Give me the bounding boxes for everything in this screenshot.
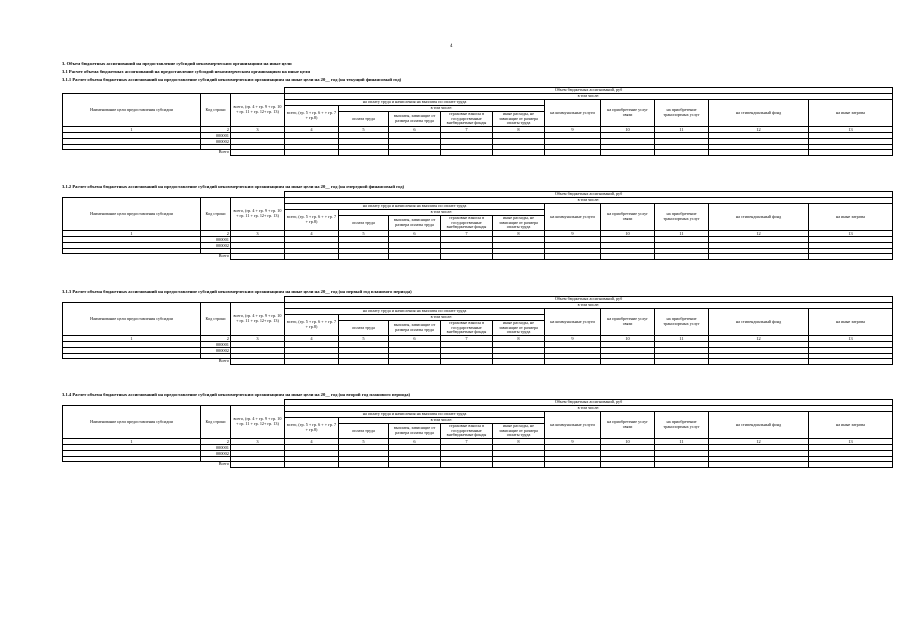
header-utilities: на коммунальные услуги <box>545 204 601 231</box>
column-number: 1 <box>63 127 201 133</box>
cell[interactable] <box>809 254 893 260</box>
header-pay: оплата труда <box>339 112 389 127</box>
column-number: 6 <box>389 439 441 445</box>
header-labor-group: на оплату труда и начисления на выплаты по оплате труда <box>285 204 545 210</box>
header-labor-group: на оплату труда и начисления на выплаты по оплате труда <box>285 412 545 418</box>
header-other-expenses: иные расходы, не зависящие от размера оплаты труда <box>493 424 545 439</box>
header-transport: на приобретение транспортных услуг <box>655 100 709 127</box>
cell[interactable] <box>231 462 285 468</box>
header-insurance: страховые взносы в государственные внебюджетные фонды <box>441 216 493 231</box>
header-labor-total: всего, (гр. 5 + гр. 6 + + гр. 7 + гр.8) <box>285 315 339 336</box>
budget-table-section <box>62 288 866 365</box>
header-total: всего, (гр. 4 + гр. 9 + гр. 10 + гр. 11 + гр. 12+ гр. 13) <box>231 94 285 127</box>
column-number: 11 <box>655 127 709 133</box>
total-row <box>63 150 893 156</box>
header-in-that-number: в том числе: <box>285 94 893 100</box>
cell[interactable] <box>709 150 809 156</box>
column-number: 3 <box>231 336 285 342</box>
budget-table-section <box>62 87 866 156</box>
column-number: 4 <box>285 127 339 133</box>
column-number: 3 <box>231 231 285 237</box>
row-code: 000002 <box>201 243 231 249</box>
header-name: Наименование цели предоставления субсидии <box>63 303 201 336</box>
cell[interactable] <box>809 150 893 156</box>
header-in-that-number: в том числе: <box>285 198 893 204</box>
cell[interactable] <box>493 254 545 260</box>
cell[interactable] <box>441 254 493 260</box>
column-number: 2 <box>201 439 231 445</box>
header-total: всего, (гр. 4 + гр. 9 + гр. 10 + гр. 11 + гр. 12+ гр. 13) <box>231 303 285 336</box>
header-payments: выплаты, зависящие от размера оплаты труда <box>389 216 441 231</box>
cell[interactable] <box>601 254 655 260</box>
header-fixed-assets: на стипендиальный фонд <box>709 100 809 127</box>
header-communication: на приобретение услуг связи <box>601 412 655 439</box>
header-code: Код строки <box>201 406 231 439</box>
table-title: 3.1.3 Расчет объема бюджетных ассигнований на предоставление субсидий некоммерческим организациям на иные цели на 20__ год (на первый год планового периода) <box>62 289 412 294</box>
header-fixed-assets: на стипендиальный фонд <box>709 309 809 336</box>
header-pay: оплата труда <box>339 321 389 336</box>
cell[interactable] <box>285 150 339 156</box>
column-number: 1 <box>63 439 201 445</box>
column-number: 8 <box>493 336 545 342</box>
column-number: 2 <box>201 127 231 133</box>
header-other-expenses: иные расходы, не зависящие от размера оплаты труда <box>493 112 545 127</box>
column-number: 5 <box>339 127 389 133</box>
budget-table-section <box>62 183 866 260</box>
cell[interactable] <box>441 462 493 468</box>
column-number: 10 <box>601 336 655 342</box>
cell[interactable] <box>655 254 709 260</box>
column-number: 2 <box>201 231 231 237</box>
total-label: Всего <box>63 359 231 365</box>
cell[interactable] <box>709 254 809 260</box>
column-number: 6 <box>389 127 441 133</box>
budget-table <box>62 87 893 156</box>
header-communication: на приобретение услуг связи <box>601 309 655 336</box>
column-number: 7 <box>441 231 493 237</box>
header-other: на иные затраты <box>809 100 893 127</box>
column-number: 2 <box>201 336 231 342</box>
header-transport: на приобретение транспортных услуг <box>655 309 709 336</box>
header-transport: на приобретение транспортных услуг <box>655 412 709 439</box>
cell[interactable] <box>809 462 893 468</box>
cell[interactable] <box>655 150 709 156</box>
column-number: 13 <box>809 439 893 445</box>
header-other: на иные затраты <box>809 204 893 231</box>
row-code: 000002 <box>201 139 231 145</box>
column-number: 10 <box>601 127 655 133</box>
column-number: 8 <box>493 439 545 445</box>
column-number: 12 <box>709 231 809 237</box>
column-number: 1 <box>63 231 201 237</box>
cell[interactable] <box>389 150 441 156</box>
column-number: 3 <box>231 439 285 445</box>
header-group: Объем бюджетных ассигнований, руб <box>285 297 893 303</box>
cell[interactable] <box>493 359 545 365</box>
header-insurance: страховые взносы в государственные внебюджетные фонды <box>441 112 493 127</box>
column-number: 7 <box>441 336 493 342</box>
cell[interactable] <box>709 359 809 365</box>
header-fixed-assets: на стипендиальный фонд <box>709 204 809 231</box>
total-row <box>63 462 893 468</box>
table-title: 3.1.2 Расчет объема бюджетных ассигнований на предоставление субсидий некоммерческим организациям на иные цели на 20__ год (на очередной финансовый год) <box>62 184 405 189</box>
header-in-that-number: в том числе: <box>285 406 893 412</box>
column-number: 9 <box>545 127 601 133</box>
header-name: Наименование цели предоставления субсидии <box>63 198 201 231</box>
header-labor-incl: в том числе: <box>339 418 545 424</box>
budget-table <box>62 296 893 365</box>
header-labor-incl: в том числе: <box>339 106 545 112</box>
header-payments: выплаты, зависящие от размера оплаты труда <box>389 424 441 439</box>
cell[interactable] <box>441 359 493 365</box>
header-total: всего, (гр. 4 + гр. 9 + гр. 10 + гр. 11 + гр. 12+ гр. 13) <box>231 406 285 439</box>
header-labor-total: всего, (гр. 5 + гр. 6 + + гр. 7 + гр.8) <box>285 106 339 127</box>
column-number: 5 <box>339 231 389 237</box>
column-number: 8 <box>493 127 545 133</box>
header-pay: оплата труда <box>339 216 389 231</box>
column-number: 4 <box>285 231 339 237</box>
cell[interactable] <box>231 359 285 365</box>
column-number: 5 <box>339 439 389 445</box>
header-other-expenses: иные расходы, не зависящие от размера оплаты труда <box>493 321 545 336</box>
row-code: 000002 <box>201 348 231 354</box>
cell[interactable] <box>231 150 285 156</box>
column-number: 4 <box>285 439 339 445</box>
subsection-heading: 3.1 Расчет объема бюджетных ассигнований на предоставление субсидий некоммерческим организациям на иные цели <box>62 69 310 74</box>
cell[interactable] <box>655 462 709 468</box>
header-other: на иные затраты <box>809 309 893 336</box>
total-label: Всего <box>63 254 231 260</box>
header-group: Объем бюджетных ассигнований, руб <box>285 400 893 406</box>
budget-table <box>62 191 893 260</box>
column-number: 6 <box>389 231 441 237</box>
header-code: Код строки <box>201 303 231 336</box>
header-labor-group: на оплату труда и начисления на выплаты по оплате труда <box>285 100 545 106</box>
header-code: Код строки <box>201 94 231 127</box>
total-row <box>63 359 893 365</box>
header-payments: выплаты, зависящие от размера оплаты труда <box>389 112 441 127</box>
table-1-title: 3.1.1 Расчет объема бюджетных ассигнований на предоставление субсидий некоммерческим организациям на иные цели на 20__ год (на текущий финансовый год) <box>62 77 402 82</box>
row-code: 000001 <box>201 445 231 451</box>
total-label: Всего <box>63 150 231 156</box>
row-code: 000001 <box>201 342 231 348</box>
header-transport: на приобретение транспортных услуг <box>655 204 709 231</box>
column-number: 7 <box>441 127 493 133</box>
header-insurance: страховые взносы в государственные внебюджетные фонды <box>441 321 493 336</box>
cell[interactable] <box>441 150 493 156</box>
header-utilities: на коммунальные услуги <box>545 412 601 439</box>
row-code: 000001 <box>201 133 231 139</box>
column-number: 13 <box>809 127 893 133</box>
column-number: 13 <box>809 336 893 342</box>
header-code: Код строки <box>201 198 231 231</box>
column-number: 9 <box>545 336 601 342</box>
cell[interactable] <box>339 254 389 260</box>
column-number: 11 <box>655 439 709 445</box>
cell[interactable] <box>339 359 389 365</box>
header-other: на иные затраты <box>809 412 893 439</box>
column-number: 12 <box>709 336 809 342</box>
budget-table-section <box>62 391 866 468</box>
cell[interactable] <box>339 150 389 156</box>
budget-table <box>62 399 893 468</box>
column-number: 10 <box>601 439 655 445</box>
cell[interactable] <box>809 359 893 365</box>
header-communication: на приобретение услуг связи <box>601 204 655 231</box>
page-number: 4 <box>450 44 453 49</box>
cell[interactable] <box>389 254 441 260</box>
header-fixed-assets: на стипендиальный фонд <box>709 412 809 439</box>
header-group: Объем бюджетных ассигнований, руб <box>285 88 893 94</box>
header-labor-incl: в том числе: <box>339 210 545 216</box>
cell[interactable] <box>285 254 339 260</box>
cell[interactable] <box>545 150 601 156</box>
header-total: всего, (гр. 4 + гр. 9 + гр. 10 + гр. 11 + гр. 12+ гр. 13) <box>231 198 285 231</box>
header-labor-total: всего, (гр. 5 + гр. 6 + + гр. 7 + гр.8) <box>285 418 339 439</box>
column-number: 8 <box>493 231 545 237</box>
cell[interactable] <box>285 462 339 468</box>
total-row <box>63 254 893 260</box>
column-number: 6 <box>389 336 441 342</box>
cell[interactable] <box>493 462 545 468</box>
column-number: 13 <box>809 231 893 237</box>
cell[interactable] <box>709 462 809 468</box>
header-utilities: на коммунальные услуги <box>545 309 601 336</box>
column-number: 4 <box>285 336 339 342</box>
cell[interactable] <box>655 359 709 365</box>
cell[interactable] <box>231 254 285 260</box>
header-name: Наименование цели предоставления субсидии <box>63 406 201 439</box>
header-communication: на приобретение услуг связи <box>601 100 655 127</box>
column-number: 12 <box>709 127 809 133</box>
cell[interactable] <box>545 254 601 260</box>
section-heading: 3. Объем бюджетных ассигнований на предоставление субсидий некоммерческим организациям на иные цели <box>62 61 292 66</box>
column-number: 10 <box>601 231 655 237</box>
header-utilities: на коммунальные услуги <box>545 100 601 127</box>
header-name: Наименование цели предоставления субсидии <box>63 94 201 127</box>
column-number: 1 <box>63 336 201 342</box>
cell[interactable] <box>493 150 545 156</box>
column-number: 9 <box>545 439 601 445</box>
header-other-expenses: иные расходы, не зависящие от размера оплаты труда <box>493 216 545 231</box>
header-labor-incl: в том числе: <box>339 315 545 321</box>
column-number: 11 <box>655 231 709 237</box>
header-labor-group: на оплату труда и начисления на выплаты по оплате труда <box>285 309 545 315</box>
column-number: 12 <box>709 439 809 445</box>
header-in-that-number: в том числе: <box>285 303 893 309</box>
header-pay: оплата труда <box>339 424 389 439</box>
column-number: 5 <box>339 336 389 342</box>
cell[interactable] <box>285 359 339 365</box>
column-number: 3 <box>231 127 285 133</box>
cell[interactable] <box>389 462 441 468</box>
cell[interactable] <box>601 462 655 468</box>
cell[interactable] <box>545 462 601 468</box>
column-number: 7 <box>441 439 493 445</box>
cell[interactable] <box>389 359 441 365</box>
cell[interactable] <box>339 462 389 468</box>
table-title: 3.1.4 Расчет объема бюджетных ассигнований на предоставление субсидий некоммерческим организациям на иные цели на 20__ год (на второй год планового периода) <box>62 392 411 397</box>
row-code: 000001 <box>201 237 231 243</box>
row-code: 000002 <box>201 451 231 457</box>
total-label: Всего <box>63 462 231 468</box>
cell[interactable] <box>601 150 655 156</box>
cell[interactable] <box>545 359 601 365</box>
header-payments: выплаты, зависящие от размера оплаты труда <box>389 321 441 336</box>
column-number: 11 <box>655 336 709 342</box>
header-labor-total: всего, (гр. 5 + гр. 6 + + гр. 7 + гр.8) <box>285 210 339 231</box>
cell[interactable] <box>601 359 655 365</box>
header-insurance: страховые взносы в государственные внебюджетные фонды <box>441 424 493 439</box>
header-group: Объем бюджетных ассигнований, руб <box>285 192 893 198</box>
column-number: 9 <box>545 231 601 237</box>
